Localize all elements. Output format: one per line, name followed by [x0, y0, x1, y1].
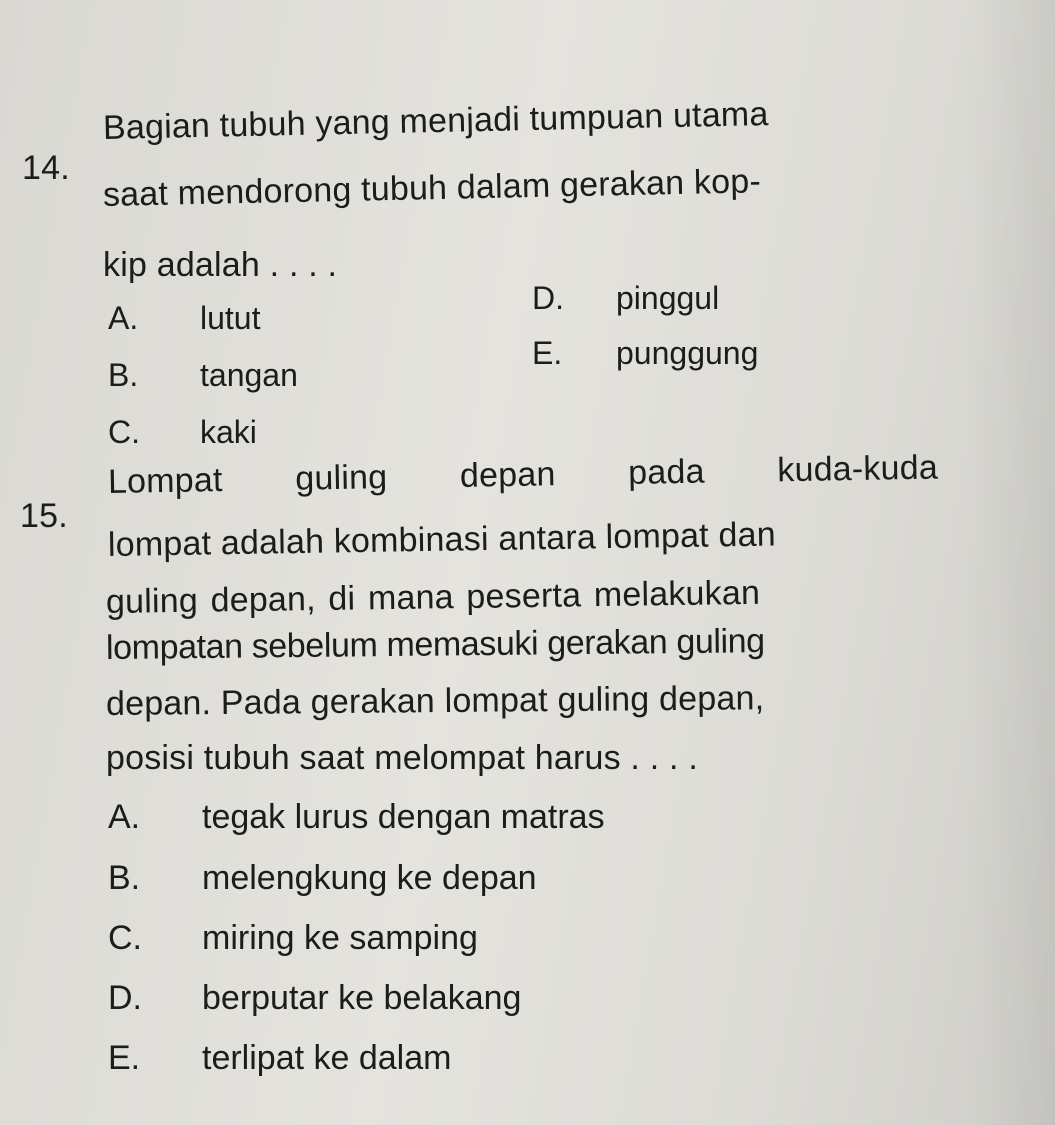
- question-text-line: lompatan sebelum memasuki gerakan guling: [105, 622, 765, 667]
- option-letter: A.: [108, 798, 141, 836]
- question-text-line: saat mendorong tubuh dalam gerakan kop-: [102, 162, 762, 214]
- question-text-line: kip adalah . . . .: [103, 246, 338, 284]
- option-c: [108, 918, 478, 958]
- option-text: miring ke samping: [202, 919, 478, 957]
- question-text-line: [108, 448, 939, 502]
- option-letter: C.: [108, 919, 142, 957]
- option-a: [108, 298, 260, 338]
- question-text-line: lompat adalah kombinasi antara lompat dan: [107, 515, 777, 564]
- page-shadow: [965, 0, 1055, 1125]
- option-letter: E.: [108, 1039, 141, 1077]
- option-text: tegak lurus dengan matras: [202, 798, 605, 836]
- question-number: 15.: [20, 497, 68, 535]
- option-d: [108, 978, 521, 1018]
- question-number: 14.: [22, 149, 70, 187]
- option-a: [108, 797, 605, 837]
- option-letter: C.: [108, 414, 140, 450]
- option-text: berputar ke belakang: [202, 979, 522, 1017]
- option-d: [532, 278, 719, 318]
- question-word: guling: [294, 458, 388, 498]
- option-text: melengkung ke depan: [202, 859, 537, 897]
- option-text: kaki: [200, 414, 257, 450]
- option-letter: D.: [108, 979, 142, 1017]
- question-word: Lompat: [107, 461, 223, 501]
- option-b: [108, 355, 298, 395]
- question-text-line: Bagian tubuh yang menjadi tumpuan utama: [102, 95, 769, 147]
- option-text: lutut: [200, 300, 261, 336]
- question-text-line: posisi tubuh saat melompat harus . . . .: [106, 739, 698, 777]
- question-word: kuda-kuda: [776, 448, 939, 490]
- option-letter: B.: [108, 859, 141, 897]
- question-word: depan: [459, 455, 556, 495]
- question-text-line: guling depan, di mana peserta melakukan: [105, 573, 761, 621]
- option-letter: B.: [108, 357, 139, 393]
- option-text: punggung: [616, 335, 759, 371]
- option-text: tangan: [200, 357, 298, 393]
- option-letter: A.: [108, 300, 139, 336]
- option-e: [532, 333, 758, 373]
- option-letter: D.: [532, 280, 564, 316]
- option-c: [108, 412, 257, 452]
- option-letter: E.: [532, 335, 563, 371]
- option-text: pinggul: [616, 280, 720, 316]
- question-text-line: depan. Pada gerakan lompat guling depan,: [105, 679, 765, 723]
- option-text: terlipat ke dalam: [202, 1039, 452, 1077]
- option-b: [108, 858, 537, 898]
- question-word: pada: [627, 452, 705, 492]
- option-e: [108, 1038, 451, 1078]
